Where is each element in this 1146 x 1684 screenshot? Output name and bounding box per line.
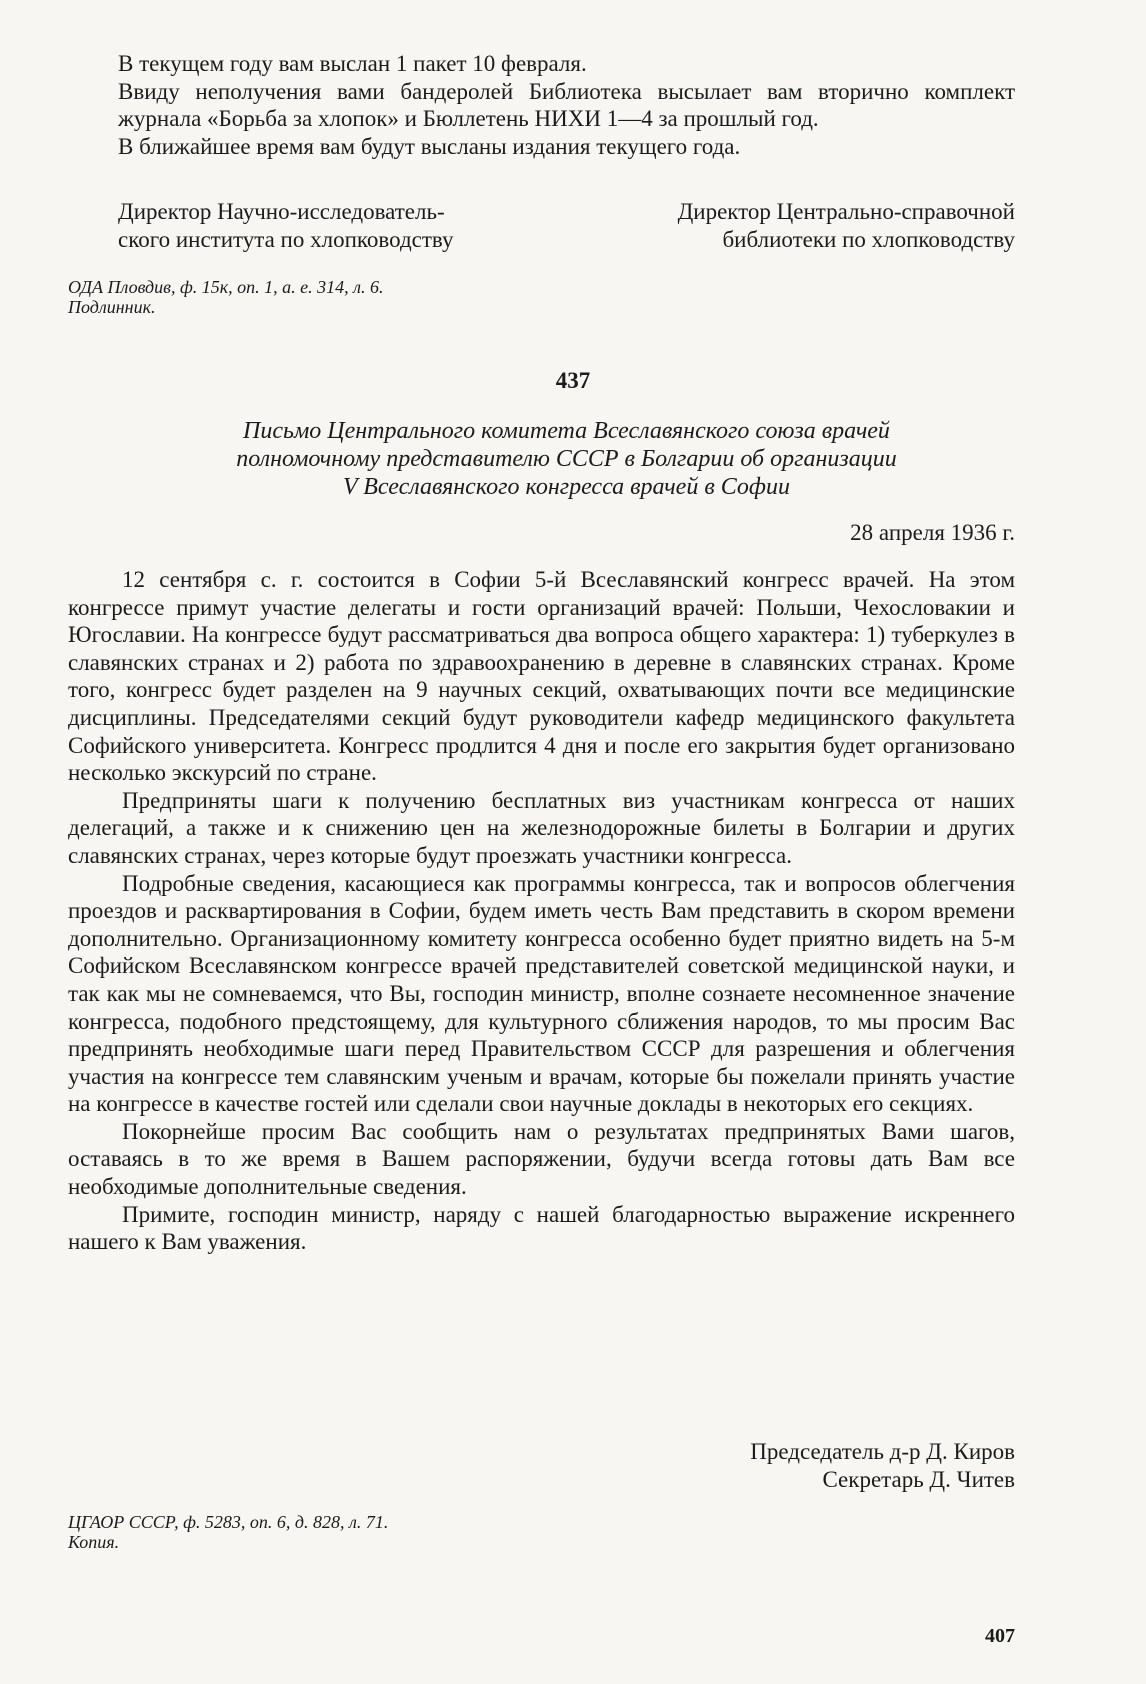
source-line: ОДА Пловдив, ф. 15к, оп. 1, а. е. 314, л. 6. [68,277,384,297]
paragraph: Предприняты шаги к получению бесплатных виз участникам конгресса от наших делегаций, а также и к снижению цен на железнодорожные билеты в Болгарии и других славянских странах, через которые будут проезжать участники конгресса. [68,787,1015,868]
archive-source-top [68,277,384,317]
paragraph: Ввиду неполучения вами бандеролей Библиотека высылает вам вторично комплект журнала «Борьба за хлопок» и Бюллетень НИХИ 1—4 за прошлый год. [118,78,1015,132]
page-number: 407 [985,1625,1015,1647]
title-line: Письмо Центрального комитета Всеславянского союза врачей [243,418,890,444]
archive-source-bottom [68,1512,388,1552]
previous-document-tail [118,50,1015,160]
source-line: Копия. [68,1532,120,1552]
document-title [118,417,1015,501]
document-number: 437 [555,368,591,393]
paragraph: Подробные сведения, касающиеся как программы конгресса, так и вопросов облегчения проездов и расквартирования в Софии, будем иметь честь Вам представить в скором времени дополнительно. Организационному комитету конгресса особенно будет приятно видеть на 5-м Софийском Всеславянском конгрессе врачей представителей советской медицинской науки, и так как мы не сомневаемся, что Вы, господин министр, вполне сознаете несомненное значение конгресса, подобного предстоящему, для культурного сближения народов, то мы просим Вас предпринять необходимые шаги перед Правительством СССР для разрешения и облегчения участия на конгрессе тем славянским ученым и врачам, которые бы пожелали принять участие на конгрессе в качестве гостей или сделали свои научные доклады в некоторых его секциях. [68,870,1015,1117]
signature-left [118,198,538,254]
signature-line: Директор Научно-исследователь- [118,199,445,224]
title-line: полномочному представителю СССР в Болгарии об организации [236,446,897,472]
source-line: ЦГАОР СССР, ф. 5283, оп. 6, д. 828, л. 71. [68,1512,389,1532]
signature-right [575,198,1015,254]
source-line: Подлинник. [68,297,156,317]
secretary-signature: Секретарь Д. Читев [822,1467,1015,1492]
paragraph: 12 сентября с. г. состоится в Софии 5-й Всеславянский конгресс врачей. На этом конгрессе примут участие делегаты и гости организаций врачей: Польши, Чехословакии и Югославии. На конгрессе будут рассматриваться два вопроса общего характера: 1) туберкулез в славянских странах и 2) работа по здравоохранению в деревне в славянских странах. Кроме того, конгресс будет разделен на 9 научных секций, охватывающих почти все медицинские дисциплины. Председателями секций будут руководители кафедр медицинского факультета Софийского университета. Конгресс продлится 4 дня и после его закрытия будет организовано несколько экскурсий по стране. [68,567,1015,786]
paragraph: В ближайшее время вам будут высланы издания текущего года. [118,133,741,159]
chairman-signature: Председатель д-р Д. Киров [750,1439,1015,1464]
paragraph: В текущем году вам выслан 1 пакет 10 февраля. [118,51,587,76]
document-date: 28 апреля 1936 г. [850,520,1015,545]
signature-line: ского института по хлопководству [118,227,454,252]
paragraph: Покорнейше просим Вас сообщить нам о результатах предпринятых Вами шагов, оставаясь в то же время в Вашем распоряжении, будучи всегда готовы дать Вам все необходимые дополнительные сведения. [68,1118,1015,1200]
signature-line: библиотеки по хлопководству [722,227,1015,252]
paragraph: Примите, господин министр, наряду с нашей благодарностью выражение искреннего нашего к Вам уважения. [68,1201,1015,1255]
signature-line: Директор Центрально-справочной [677,199,1015,224]
bottom-signature-block [750,1438,1015,1494]
letter-body [68,566,1015,1256]
title-line: V Всеславянского конгресса врачей в Софии [343,474,790,500]
